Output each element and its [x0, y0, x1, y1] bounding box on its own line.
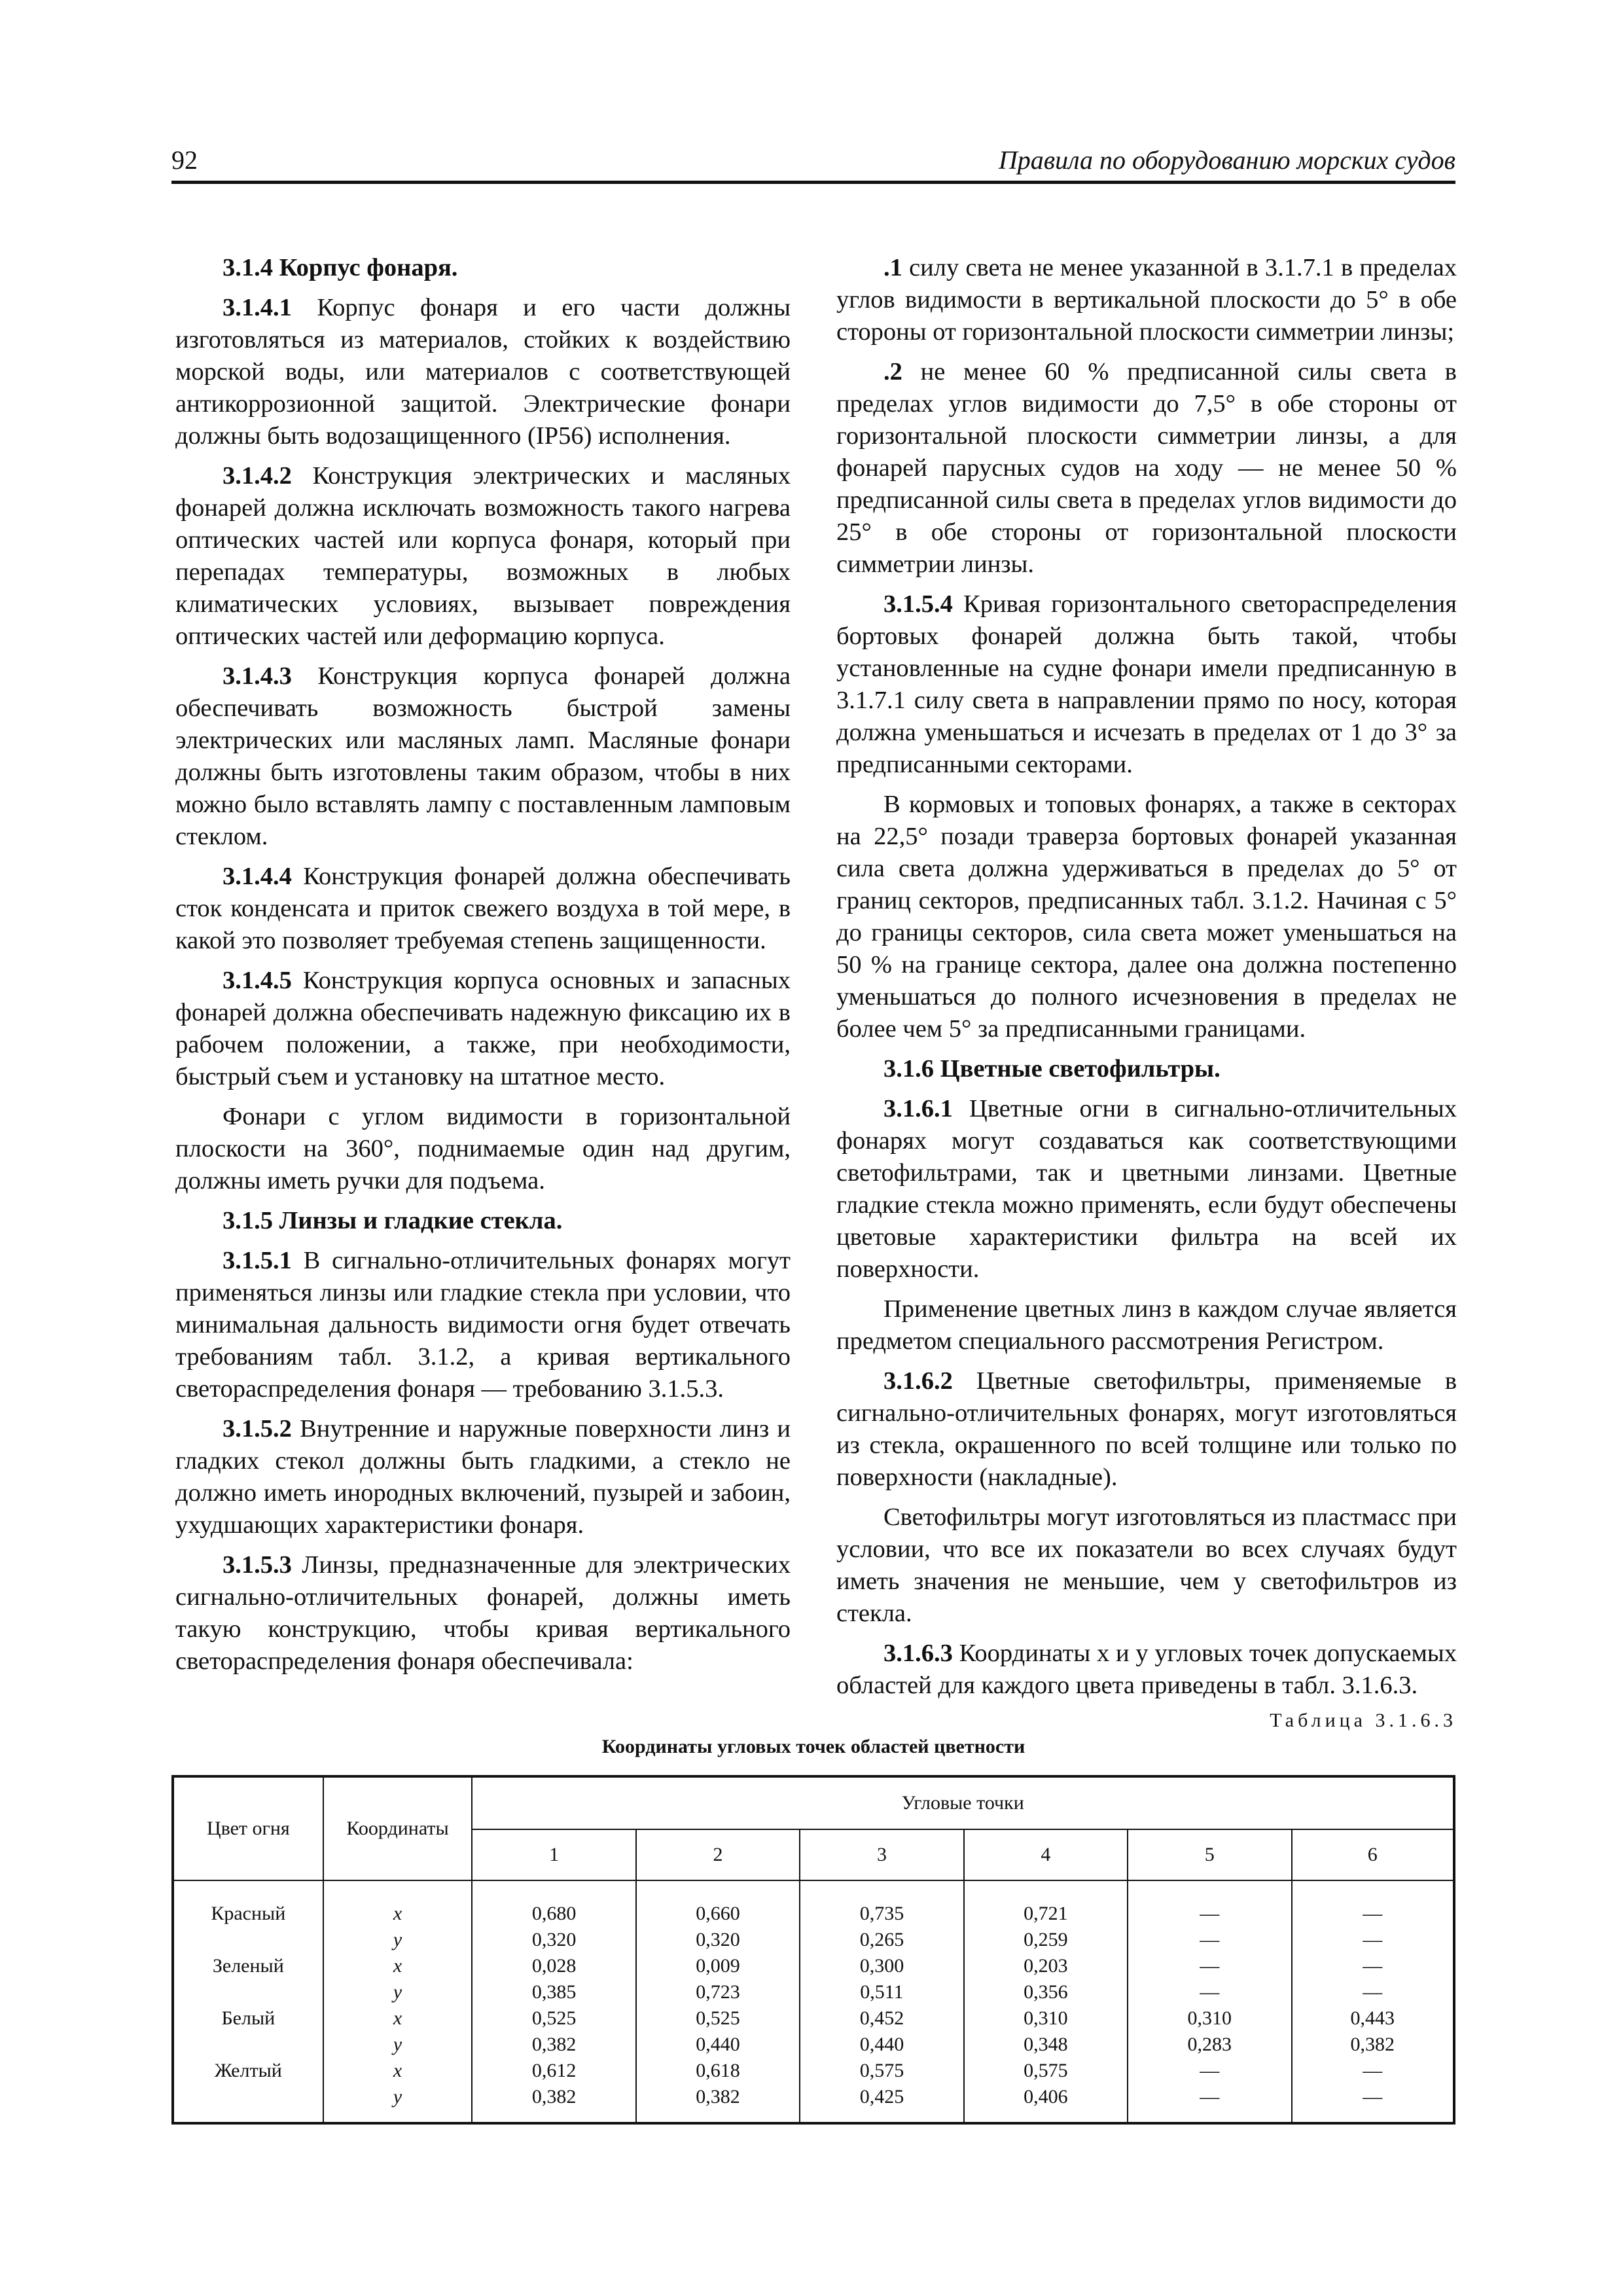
clause-number: 3.1.6.3: [883, 1640, 953, 1667]
paragraph-text: Применение цветных линз в каждом случае является предметом специального рассмотрения Регистром.: [836, 1295, 1457, 1355]
section-heading: [175, 1205, 791, 1237]
cell-value: —: [1128, 1880, 1291, 1927]
clause-number: 3.1.6: [883, 1055, 934, 1083]
cell-axis: y: [323, 2032, 473, 2058]
clause-number: 3.1.5.4: [883, 590, 953, 618]
paragraph-text: Конструкция корпуса основных и запасных фонарей должна обеспечивать надежную фиксацию их в рабочем положении, а также, при необходимости, быстрый съем и установку на штатное место.: [175, 967, 791, 1090]
right-text-column: [836, 252, 1457, 1702]
paragraph-text: Конструкция электрических и масляных фонарей должна исключать возможность такого нагрева оптических частей или корпуса фонаря, который при перепадах температуры, возможных в любых климатических условиях, вызывает повреждения оптических частей или деформацию корпуса.: [175, 462, 791, 650]
table-row: [173, 2084, 1454, 2123]
paragraph: [175, 460, 791, 653]
header-point-number: 4: [964, 1829, 1128, 1880]
cell-color: [173, 1979, 323, 2005]
paragraph-text: Линзы, предназначенные для электрических сигнально-отличительных фонарей, должны иметь такую конструкцию, чтобы кривая вертикального светораспределения фонаря обеспечивала:: [175, 1551, 791, 1675]
clause-number: .2: [883, 358, 902, 386]
header-color: Цвет огня: [173, 1776, 323, 1880]
paragraph-text: Цветные огни в сигнально-отличительных фонарях могут создаваться как соответствующими светофильтрами, так и цветными линзами. Цветные гладкие стекла можно применять, если будут обеспечены цветовые характеристики фильтра на всей их поверхности.: [836, 1095, 1457, 1283]
cell-value: 0,382: [1292, 2032, 1454, 2058]
paragraph-text: Конструкция корпуса фонарей должна обеспечивать возможность быстрой замены электрических или масляных ламп. Масляные фонари должны быть изготовлены таким образом, чтобы в них можно было вставлять лампу с поставленным ламповым стеклом.: [175, 662, 791, 850]
cell-value: 0,723: [636, 1979, 800, 2005]
cell-axis: x: [323, 2005, 473, 2032]
paragraph: [175, 660, 791, 853]
paragraph: [836, 1638, 1457, 1702]
cell-value: —: [1128, 2058, 1291, 2084]
section-heading: [175, 252, 791, 284]
cell-value: 0,440: [636, 2032, 800, 2058]
cell-value: 0,265: [800, 1927, 963, 1953]
paragraph: [836, 1093, 1457, 1285]
paragraph-text: Внутренние и наружные поверхности линз и гладких стекол должны быть гладкими, а стекло не должно иметь инородных включений, пузырей и забоин, ухудшающих характеристики фонаря.: [175, 1415, 791, 1539]
cell-color: Зеленый: [173, 1953, 323, 1979]
table-row: [173, 1953, 1454, 1979]
clause-number: 3.1.4.1: [223, 294, 292, 321]
paragraph-text: силу света не менее указанной в 3.1.7.1 в пределах углов видимости в вертикальной плоскости до 5° в обе стороны от горизонтальной плоскости симметрии линзы;: [836, 254, 1457, 346]
left-text-column: [175, 252, 791, 1677]
clause-number: 3.1.5.2: [223, 1415, 292, 1443]
cell-value: 0,382: [636, 2084, 800, 2123]
paragraph: [175, 1413, 791, 1541]
clause-number: 3.1.5.3: [223, 1551, 292, 1579]
cell-value: 0,320: [472, 1927, 635, 1953]
page-header: [171, 143, 1455, 184]
cell-value: —: [1128, 1953, 1291, 1979]
paragraph-text: В кормовых и топовых фонарях, а также в секторах на 22,5° позади траверза бортовых фонарей указанная сила света должна удерживаться в пределах до 5° от границ секторов, предписанных табл. 3.1.2. Начиная с 5° до границы секторов, сила света может уменьшаться на 50 % на границе сектора, далее она должна постепенно уменьшаться до полного исчезновения в пределах не более чем 5° за предписанными границами.: [836, 791, 1457, 1043]
header-point-number: 2: [636, 1829, 800, 1880]
cell-axis: y: [323, 1927, 473, 1953]
cell-value: 0,721: [964, 1880, 1128, 1927]
running-title: Правила по оборудованию морских судов: [998, 145, 1455, 175]
cell-value: —: [1292, 2084, 1454, 2123]
paragraph-text: Линзы и гладкие стекла.: [273, 1207, 563, 1234]
cell-value: 0,009: [636, 1953, 800, 1979]
paragraph-text: Светофильтры могут изготовляться из пластмасс при условии, что все их показатели во всех случаях будут иметь значения не меньшие, чем у светофильтров из стекла.: [836, 1503, 1457, 1627]
table-row: [173, 1880, 1454, 1927]
cell-axis: x: [323, 2058, 473, 2084]
header-point-number: 3: [800, 1829, 963, 1880]
paragraph: [836, 356, 1457, 581]
cell-value: 0,382: [472, 2032, 635, 2058]
clause-number: .1: [883, 254, 902, 281]
cell-axis: x: [323, 1953, 473, 1979]
paragraph-text: Кривая горизонтального светораспределения бортовых фонарей должна быть такой, чтобы установленные на судне фонари имели предписанную в 3.1.7.1 силу света в направлении прямо по носу, которая должна уменьшаться и исчезать в пределах от 1 до 3° за предписанными секторами.: [836, 590, 1457, 778]
paragraph: [836, 252, 1457, 348]
table-title: Координаты угловых точек областей цветности: [601, 1736, 1026, 1757]
cell-value: —: [1128, 1927, 1291, 1953]
cell-axis: y: [323, 1979, 473, 2005]
cell-value: 0,356: [964, 1979, 1128, 2005]
clause-number: 3.1.4.3: [223, 662, 292, 690]
paragraph-text: Цветные светофильтры, применяемые в сигнально-отличительных фонарях, могут изготовляться из стекла, окрашенного по всей толщине или только по поверхности (накладные).: [836, 1367, 1457, 1491]
cell-value: 0,443: [1292, 2005, 1454, 2032]
cell-value: 0,575: [964, 2058, 1128, 2084]
section-heading: [836, 1053, 1457, 1085]
header-corner-points: Угловые точки: [472, 1776, 1454, 1829]
table-row: [173, 2058, 1454, 2084]
cell-value: 0,348: [964, 2032, 1128, 2058]
table-row: [173, 1927, 1454, 1953]
header-point-number: 6: [1292, 1829, 1454, 1880]
cell-value: —: [1292, 1953, 1454, 1979]
cell-value: 0,283: [1128, 2032, 1291, 2058]
clause-number: 3.1.5: [223, 1207, 273, 1234]
cell-axis: x: [323, 1880, 473, 1927]
paragraph-text: не менее 60 % предписанной силы света в пределах углов видимости до 7,5° в обе стороны от горизонтальной плоскости симметрии линзы, а для фонарей парусных судов на ходу — не менее 50 % предписанной силы света в пределах углов видимости до 25° в обе стороны от горизонтальной плоскости симметрии линзы.: [836, 358, 1457, 578]
clause-number: 3.1.6.2: [883, 1367, 953, 1395]
paragraph: [175, 965, 791, 1093]
cell-value: 0,203: [964, 1953, 1128, 1979]
cell-value: —: [1128, 1979, 1291, 2005]
paragraph-text: Цветные светофильтры.: [934, 1055, 1221, 1083]
cell-value: 0,406: [964, 2084, 1128, 2123]
header-point-number: 1: [472, 1829, 635, 1880]
cell-axis: y: [323, 2084, 473, 2123]
paragraph-text: Координаты x и y угловых точек допускаемых областей для каждого цвета приведены в табл. 3.1.6.3.: [836, 1640, 1457, 1699]
paragraph-text: Конструкция фонарей должна обеспечивать сток конденсата и приток свежего воздуха в той мере, в какой это позволяет требуемая степень защищенности.: [175, 863, 791, 954]
table-row: [173, 2005, 1454, 2032]
table-head: [173, 1776, 1454, 1880]
paragraph: [175, 1101, 791, 1197]
cell-value: —: [1292, 1880, 1454, 1927]
cell-value: 0,382: [472, 2084, 635, 2123]
clause-number: 3.1.5.1: [223, 1247, 292, 1274]
cell-color: [173, 2084, 323, 2123]
paragraph: [836, 1501, 1457, 1630]
header-point-number: 5: [1128, 1829, 1291, 1880]
table-body: [173, 1880, 1454, 2123]
cell-color: [173, 1927, 323, 1953]
paragraph: [836, 1293, 1457, 1357]
clause-number: 3.1.4.5: [223, 967, 292, 994]
cell-value: 0,680: [472, 1880, 635, 1927]
paragraph-text: Корпус фонаря.: [273, 254, 458, 281]
cell-color: Красный: [173, 1880, 323, 1927]
cell-value: 0,425: [800, 2084, 963, 2123]
cell-value: 0,385: [472, 1979, 635, 2005]
cell-value: 0,660: [636, 1880, 800, 1927]
cell-value: 0,320: [636, 1927, 800, 1953]
cell-value: 0,735: [800, 1880, 963, 1927]
cell-value: 0,310: [964, 2005, 1128, 2032]
paragraph: [175, 292, 791, 452]
paragraph: [175, 861, 791, 957]
paragraph: [175, 1245, 791, 1405]
paragraph: [836, 588, 1457, 781]
paragraph-text: Фонари с углом видимости в горизонтальной плоскости на 360°, поднимаемые один над другим, должны иметь ручки для подъема.: [175, 1103, 791, 1194]
cell-value: —: [1292, 1927, 1454, 1953]
cell-value: 0,300: [800, 1953, 963, 1979]
clause-number: 3.1.4.2: [223, 462, 292, 490]
cell-value: 0,310: [1128, 2005, 1291, 2032]
paragraph: [836, 789, 1457, 1045]
table-label: Таблица 3.1.6.3: [1270, 1710, 1457, 1731]
cell-value: 0,259: [964, 1927, 1128, 1953]
cell-color: Желтый: [173, 2058, 323, 2084]
page-number: 92: [171, 145, 198, 175]
header-coordinates: Координаты: [323, 1776, 473, 1880]
cell-value: 0,028: [472, 1953, 635, 1979]
cell-value: 0,525: [472, 2005, 635, 2032]
paragraph-text: Корпус фонаря и его части должны изготовляться из материалов, стойких к воздействию морской воды, или материалов с соответствующей антикоррозионной защитой. Электрические фонари должны быть водозащищенного (IP56) исполнения.: [175, 294, 791, 450]
cell-value: 0,525: [636, 2005, 800, 2032]
paragraph-text: В сигнально-отличительных фонарях могут применяться линзы или гладкие стекла при условии, что минимальная дальность видимости огня будет отвечать требованиям табл. 3.1.2, а кривая вертикального светораспределения фонаря — требованию 3.1.5.3.: [175, 1247, 791, 1403]
paragraph: [175, 1549, 791, 1677]
cell-color: [173, 2032, 323, 2058]
table-row: [173, 2032, 1454, 2058]
cell-value: —: [1292, 1979, 1454, 2005]
cell-value: 0,440: [800, 2032, 963, 2058]
cell-value: 0,452: [800, 2005, 963, 2032]
cell-value: —: [1292, 2058, 1454, 2084]
clause-number: 3.1.4.4: [223, 863, 292, 890]
cell-color: Белый: [173, 2005, 323, 2032]
cell-value: 0,612: [472, 2058, 635, 2084]
clause-number: 3.1.6.1: [883, 1095, 953, 1122]
cell-value: 0,618: [636, 2058, 800, 2084]
table-row: [173, 1979, 1454, 2005]
cell-value: 0,575: [800, 2058, 963, 2084]
paragraph: [836, 1365, 1457, 1494]
cell-value: 0,511: [800, 1979, 963, 2005]
cell-value: —: [1128, 2084, 1291, 2123]
chromaticity-table: [171, 1775, 1455, 2125]
clause-number: 3.1.4: [223, 254, 273, 281]
